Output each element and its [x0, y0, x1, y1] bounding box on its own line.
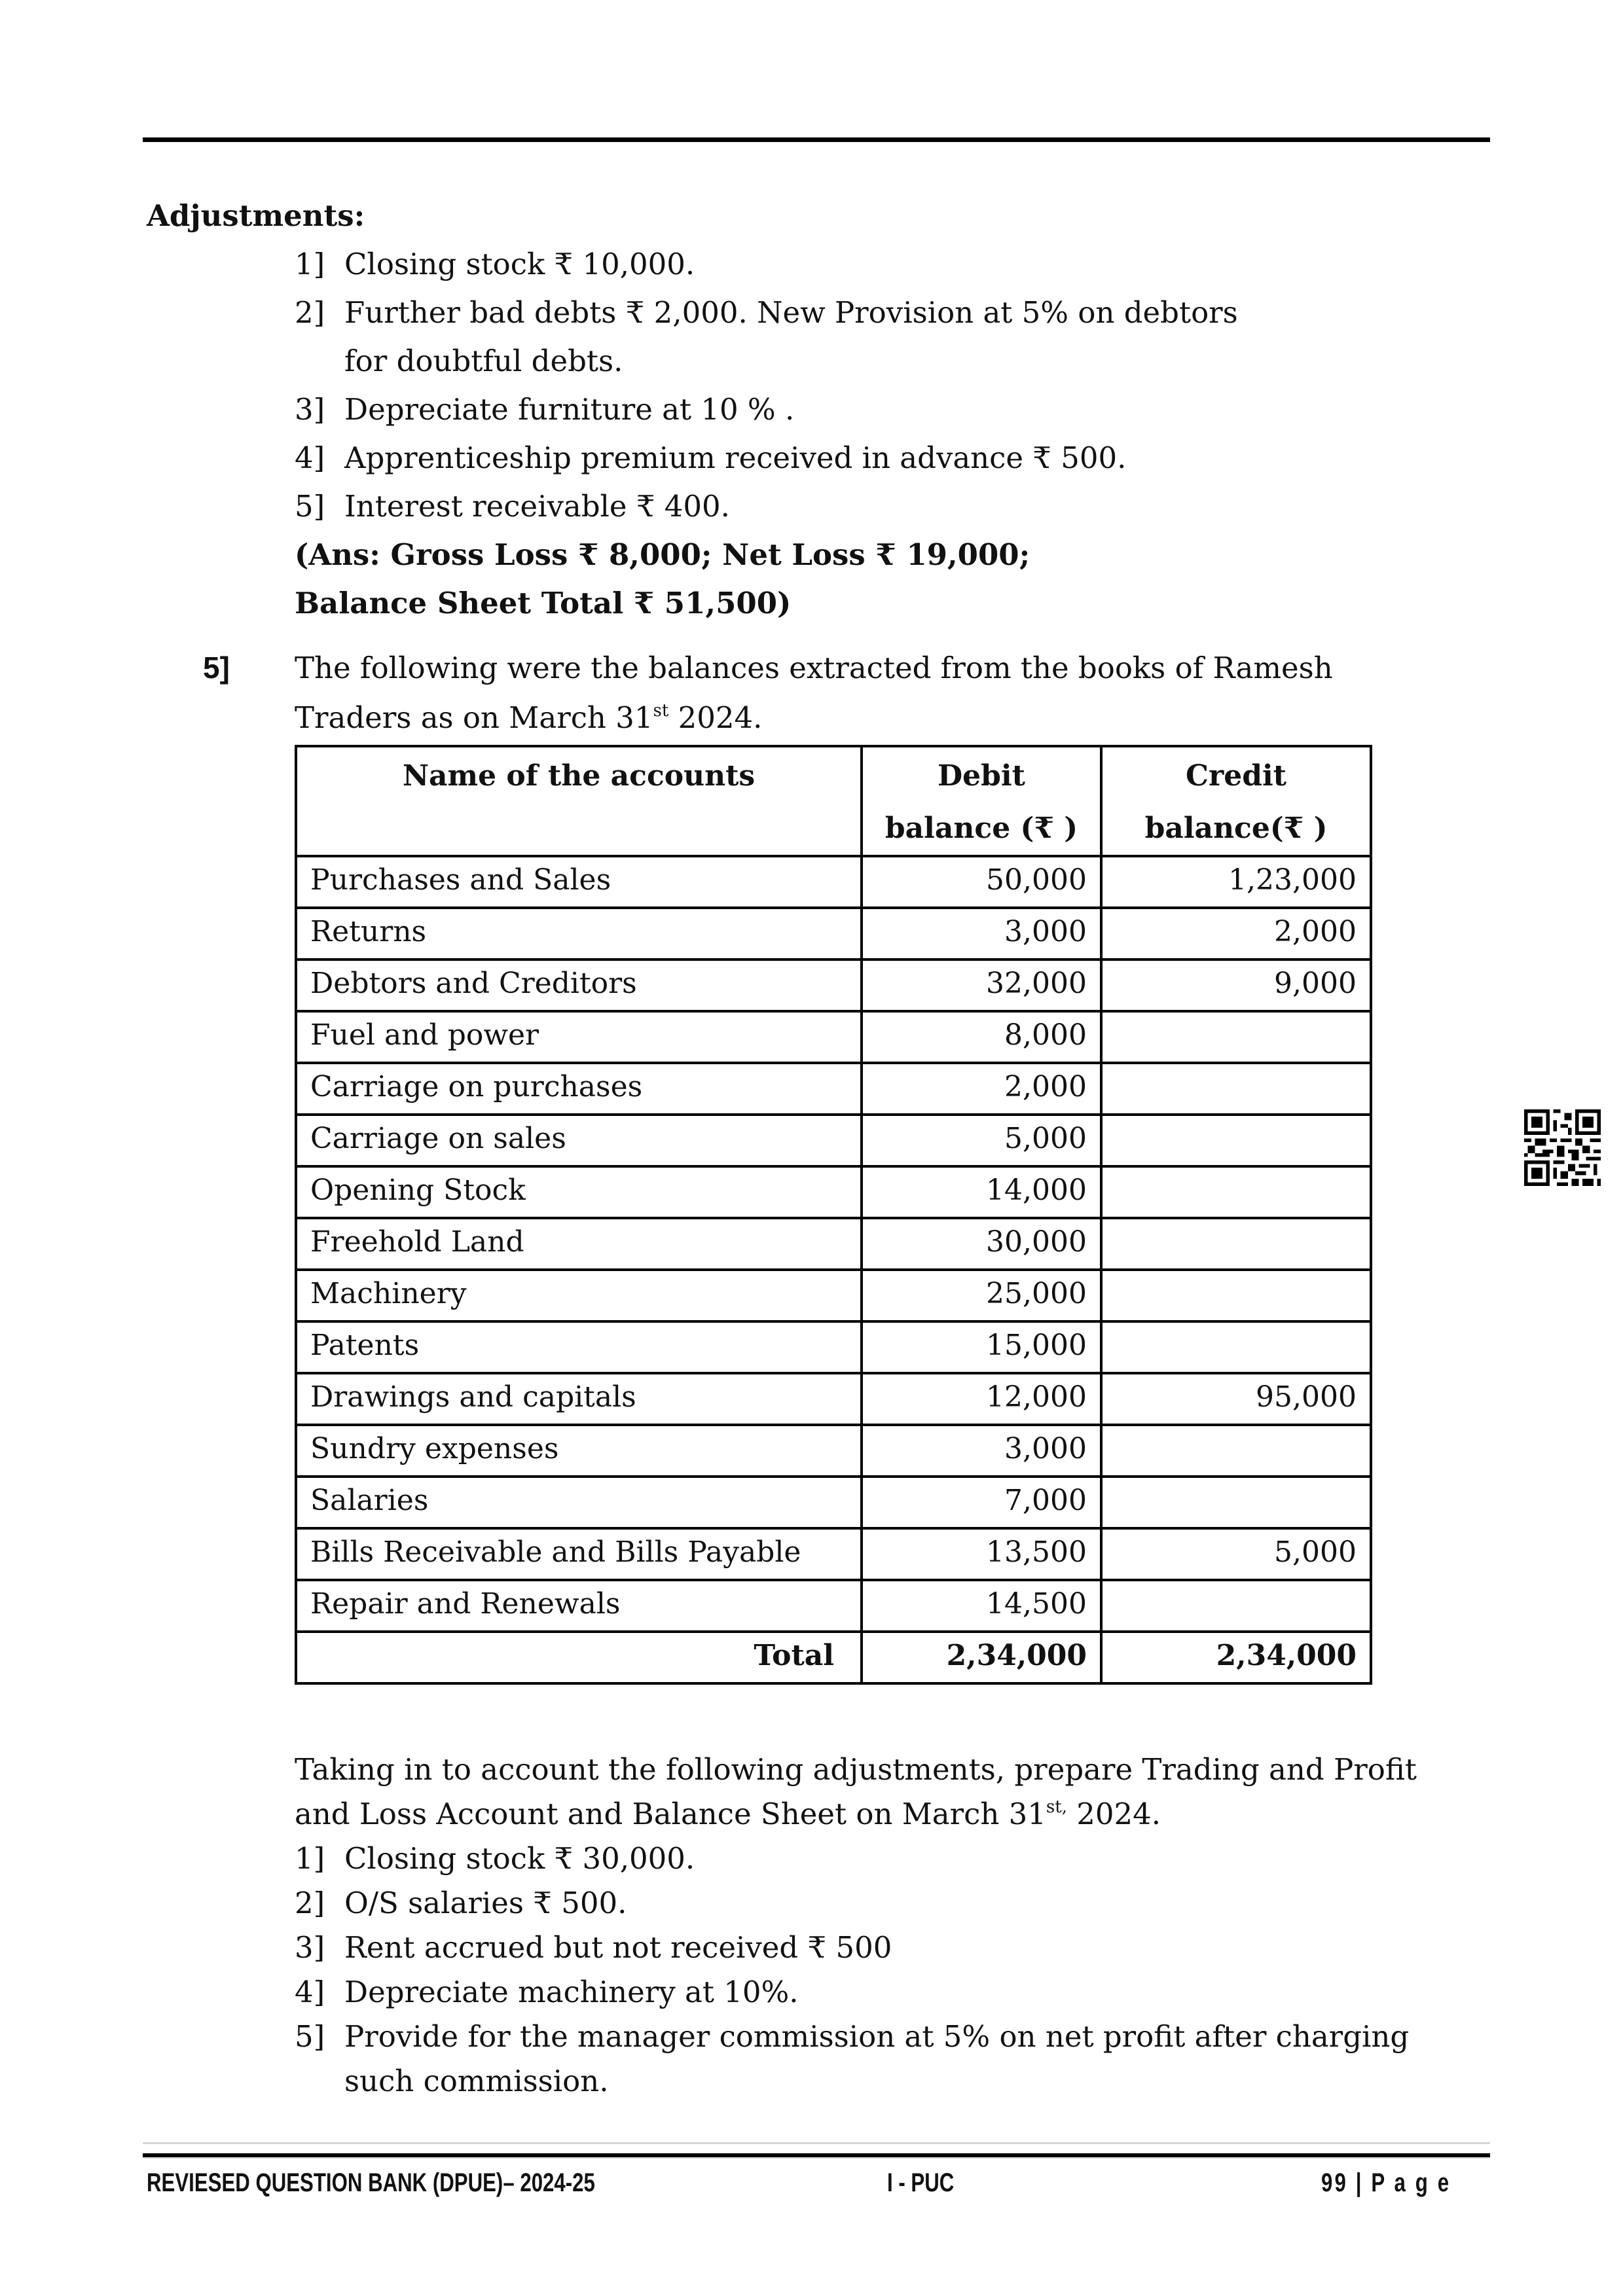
table-row: Debtors and Creditors 32,000 9,000 — [296, 960, 1371, 1011]
table-row: Opening Stock 14,000 — [296, 1166, 1371, 1218]
footer-title: REVIESED QUESTION BANK (DPUE)– 2024-25 — [147, 2168, 595, 2197]
table-row: Freehold Land 30,000 — [296, 1218, 1371, 1270]
footer-rule-thin — [143, 2142, 1490, 2144]
answer-line-1: (Ans: Gross Loss ₹ 8,000; Net Loss ₹ 19,000; — [295, 537, 1030, 572]
table-row: Machinery 25,000 — [296, 1270, 1371, 1321]
question-adjustments-list — [295, 1837, 1409, 2104]
question-number: 5] — [203, 651, 230, 685]
header-credit: Credit balance(₹ ) — [1101, 746, 1371, 856]
header-name: Name of the accounts — [296, 746, 862, 856]
footer-rule-shadow — [143, 2157, 1490, 2159]
list-item: 2] O/S salaries ₹ 500. — [295, 1886, 627, 1920]
table-row: Carriage on sales 5,000 — [296, 1115, 1371, 1166]
question-intro: The following were the balances extracted from the books of Ramesh Traders as on March 31st 2024. — [295, 651, 1333, 735]
page-number: 99 | P a g e — [1321, 2168, 1451, 2197]
list-item-continuation: for doubtful debts. — [344, 344, 623, 378]
list-item: 1] Closing stock ₹ 30,000. — [295, 1841, 695, 1876]
table-row: Bills Receivable and Bills Payable 13,500 5,000 — [296, 1528, 1371, 1580]
list-item: 4] Apprenticeship premium received in advance ₹ 500. — [295, 440, 1127, 475]
list-item-continuation: such commission. — [344, 2064, 609, 2098]
table-row: Sundry expenses 3,000 — [296, 1425, 1371, 1477]
table-row: Carriage on purchases 2,000 — [296, 1063, 1371, 1115]
table-total-row: Total 2,34,000 2,34,000 — [296, 1632, 1371, 1683]
list-item: 5] Provide for the manager commission at 5% on net profit after charging — [295, 2019, 1410, 2054]
footer-class: I - PUC — [887, 2168, 955, 2197]
previous-adjustments-list — [295, 240, 1238, 531]
list-item: 4] Depreciate machinery at 10%. — [295, 1975, 799, 2009]
table-row: Drawings and capitals 12,000 95,000 — [296, 1373, 1371, 1425]
header-debit: Debit balance (₹ ) — [862, 746, 1101, 856]
table-header-row — [296, 746, 1371, 856]
table-row: Fuel and power 8,000 — [296, 1011, 1371, 1063]
table-row: Returns 3,000 2,000 — [296, 908, 1371, 960]
table-row: Salaries 7,000 — [296, 1477, 1371, 1528]
list-item: 3] Depreciate furniture at 10 % . — [295, 392, 795, 427]
list-item: 1] Closing stock ₹ 10,000. — [295, 247, 695, 281]
table-row: Repair and Renewals 14,500 — [296, 1580, 1371, 1632]
list-item: 2] Further bad debts ₹ 2,000. New Provision at 5% on debtors — [295, 295, 1238, 330]
table-row: Patents 15,000 — [296, 1321, 1371, 1373]
instruction-paragraph: Taking in to account the following adjustments, prepare Trading and Profit and Loss Account and Balance Sheet on March $31^{st,}$ 2024. — [295, 1752, 1417, 1831]
answer-line-2: Balance Sheet Total ₹ 51,500) — [295, 586, 792, 620]
header-rule — [143, 137, 1490, 142]
list-item: 5] Interest receivable ₹ 400. — [295, 489, 730, 524]
answer-block — [295, 531, 1030, 628]
table-row: Purchases and Sales 50,000 1,23,000 — [296, 856, 1371, 908]
adjustments-heading: Adjustments: — [147, 198, 365, 233]
list-item: 3] Rent accrued but not received ₹ 500 — [295, 1930, 892, 1965]
qr-code-icon — [1524, 1109, 1601, 1186]
trial-balance-table — [295, 745, 1372, 1685]
